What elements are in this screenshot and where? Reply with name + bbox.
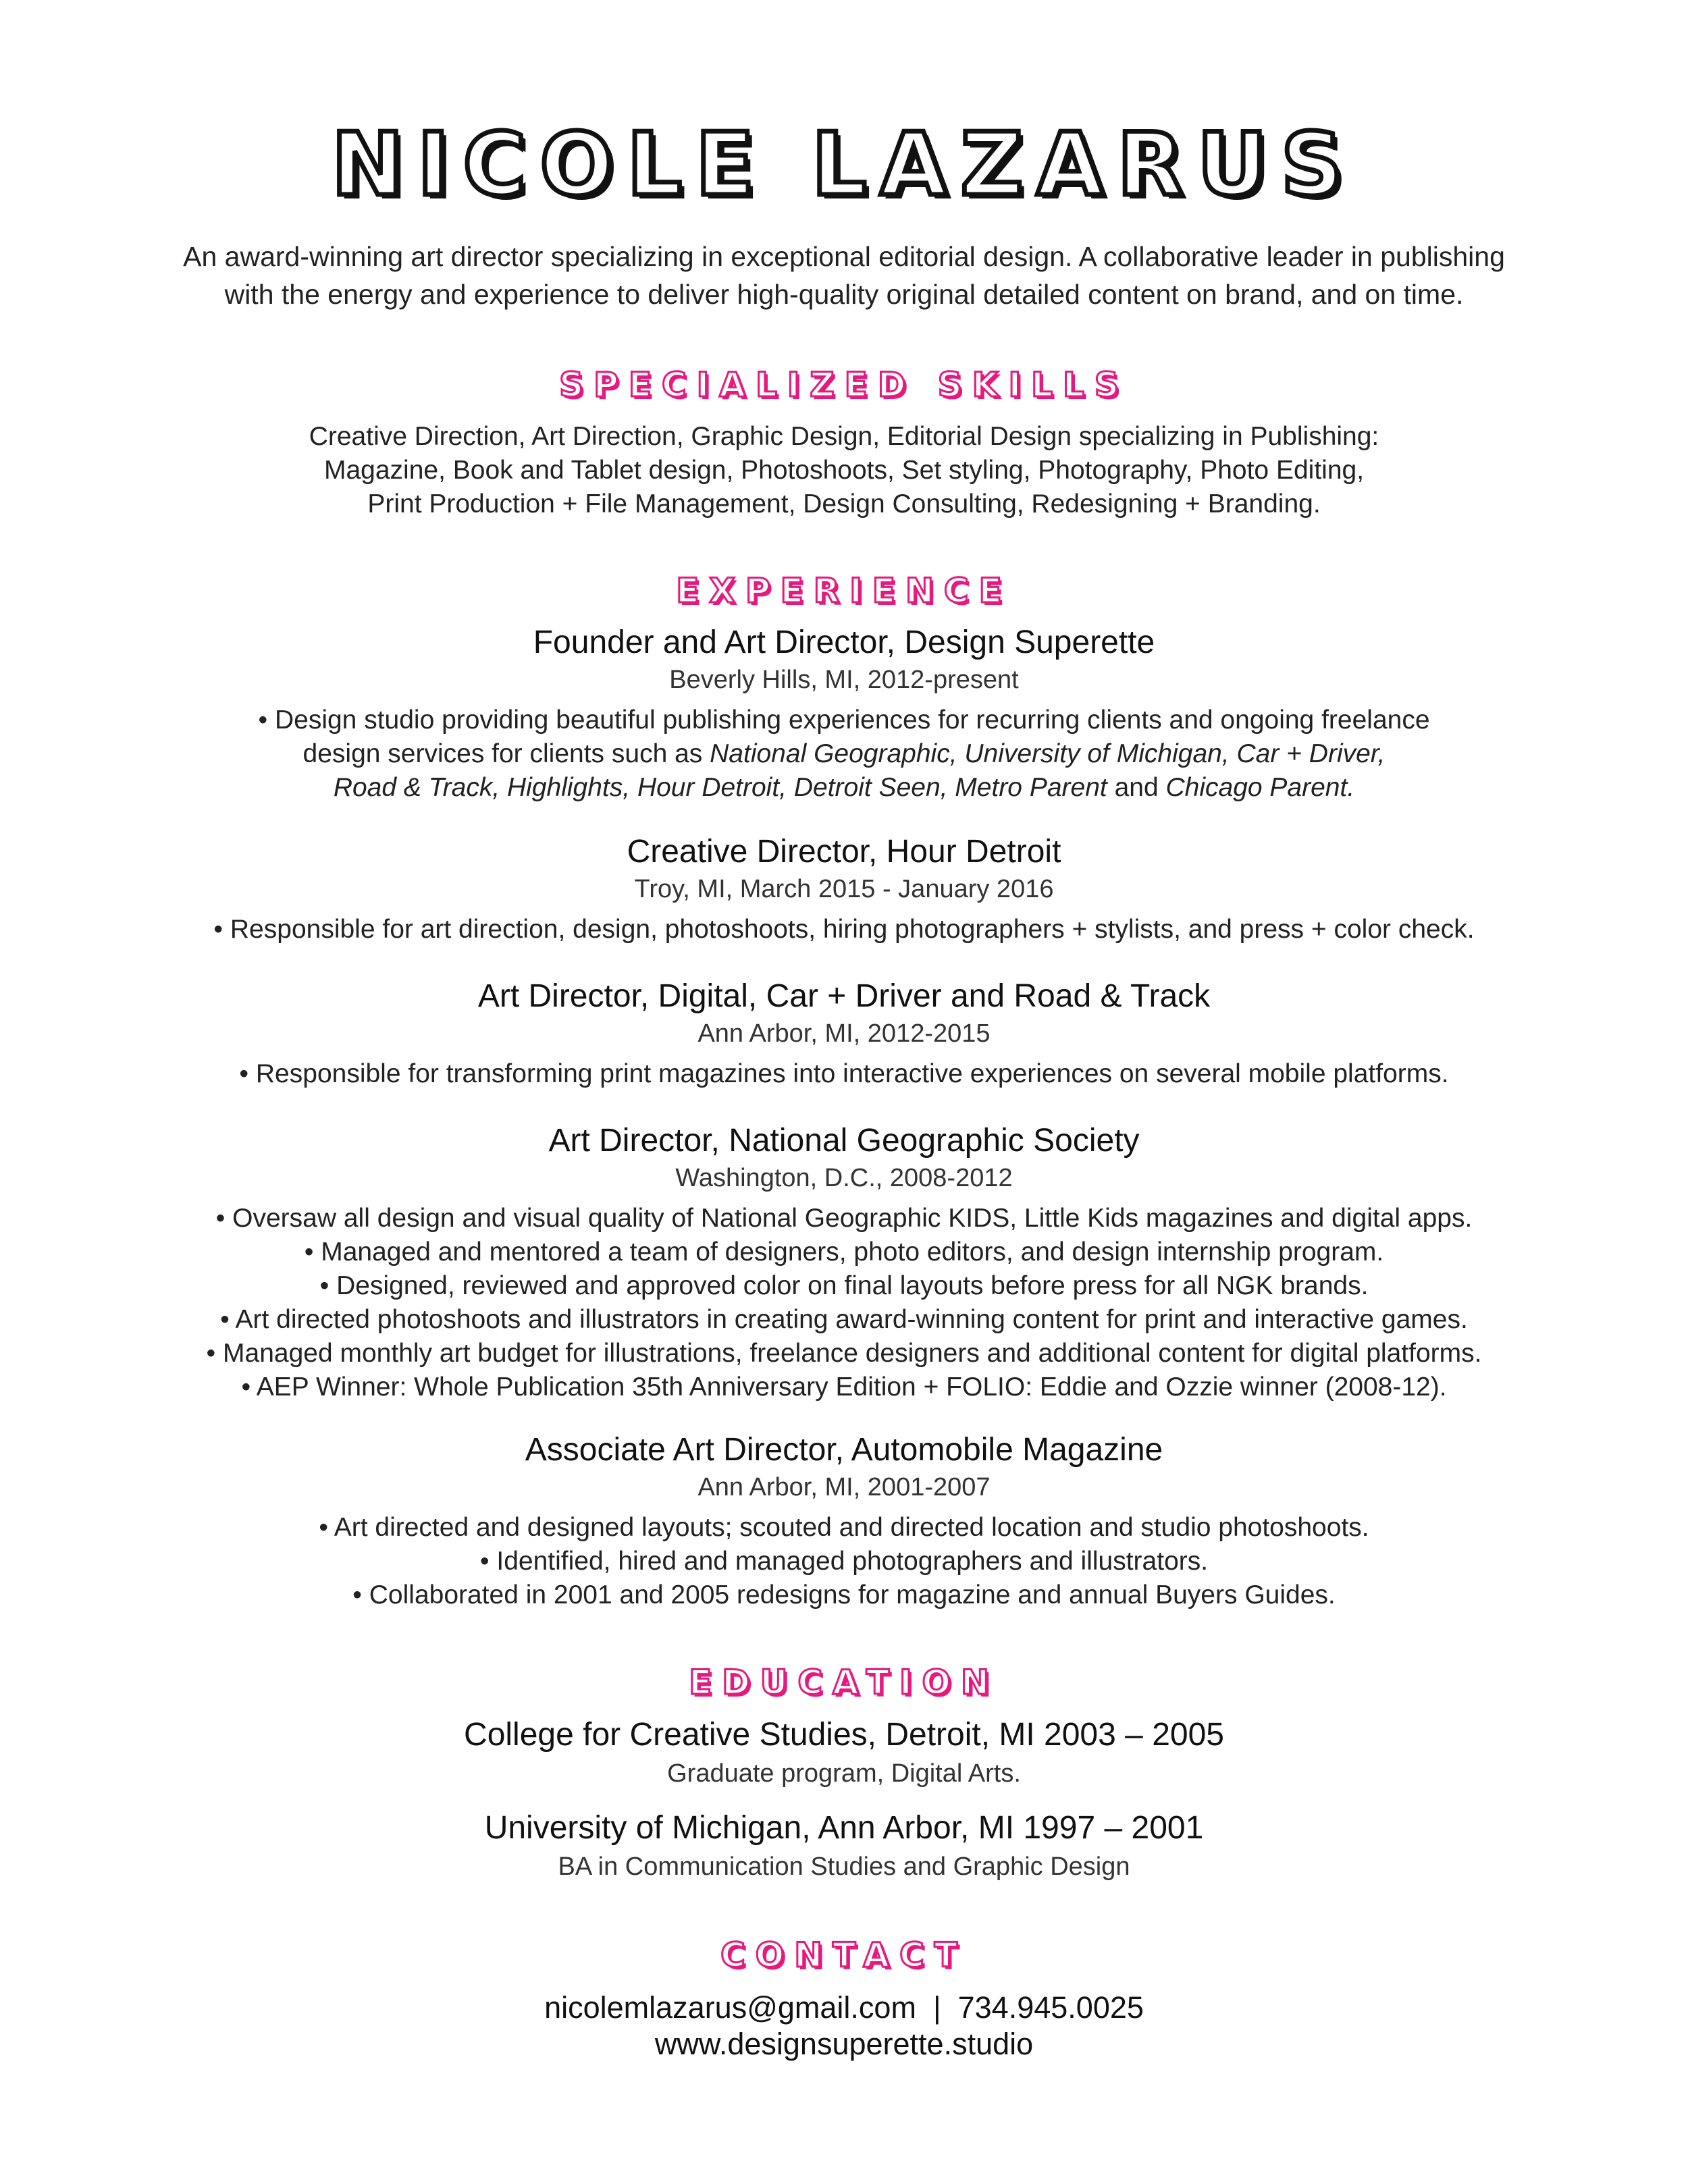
job-bullet: • Art directed and designed layouts; scouted and directed location and studio photoshoots. [319,1513,1369,1542]
job-location: Washington, D.C., 2008-2012 [675,1164,1013,1192]
job-bullet: • Oversaw all design and visual quality of National Geographic KIDS, Little Kids magazines and digital apps. [215,1204,1473,1233]
skills-heading: SPECIALIZED SKILLS [559,365,1129,404]
text-span: and [1107,773,1166,802]
contact-heading: CONTACT [720,1936,968,1975]
client-list-italic: National Geographic, University of Michigan, Car + Driver, [710,739,1386,768]
job-location: Beverly Hills, MI, 2012-present [669,666,1019,694]
job-title: Associate Art Director, Automobile Magazine [525,1432,1163,1468]
job-description [0,1202,1688,1404]
job-description [0,1511,1688,1612]
client-list-italic: Chicago Parent. [1165,773,1355,802]
job-bullet: • Responsible for transforming print magazines into interactive experiences on several mobile platforms. [239,1059,1449,1088]
job-title: Art Director, National Geographic Society [548,1123,1140,1158]
job-location: Ann Arbor, MI, 2012-2015 [697,1019,991,1048]
intro-summary [0,238,1688,313]
job-description [0,913,1688,947]
skills-line: Creative Direction, Art Direction, Graphic Design, Editorial Design specializing in Publishing: [309,422,1379,451]
job-bullet: • AEP Winner: Whole Publication 35th Anniversary Edition + FOLIO: Eddie and Ozzie winner (2008-12). [241,1373,1447,1402]
job-title: Creative Director, Hour Detroit [627,834,1061,870]
job-bullet-continued [0,771,1688,805]
intro-line: with the energy and experience to deliver high-quality original detailed content on brand, and on time. [224,279,1464,310]
school-degree: BA in Communication Studies and Graphic Design [558,1853,1130,1881]
job-bullet: • Designed, reviewed and approved color on final layouts before press for all NGK brands. [319,1271,1369,1300]
job-description [0,703,1688,805]
job-bullet: • Design studio providing beautiful publishing experiences for recurring clients and ongoing freelance [258,705,1430,735]
school-name: University of Michigan, Ann Arbor, MI 1997 – 2001 [484,1810,1204,1846]
contact-email-phone[interactable]: nicolemlazarus@gmail.com | 734.945.0025 [544,1990,1144,2025]
job-bullet-continued [0,737,1688,771]
job-bullet: • Managed monthly art budget for illustrations, freelance designers and additional content for digital platforms. [206,1339,1482,1368]
job-location: Ann Arbor, MI, 2001-2007 [697,1473,991,1501]
client-list-italic: Road & Track, Highlights, Hour Detroit, Detroit Seen, Metro Parent [333,773,1107,802]
resume-name: NICOLE LAZARUS [331,115,1357,215]
skills-line: Print Production + File Management, Design Consulting, Redesigning + Branding. [367,489,1321,518]
contact-website[interactable]: www.designsuperette.studio [654,2027,1034,2061]
job-bullet: • Managed and mentored a team of designers, photo editors, and design internship program. [304,1237,1384,1267]
skills-list [0,420,1688,521]
experience-heading: EXPERIENCE [676,571,1012,610]
skills-line: Magazine, Book and Tablet design, Photoshoots, Set styling, Photography, Photo Editing, [323,456,1365,485]
job-description [0,1057,1688,1091]
school-name: College for Creative Studies, Detroit, MI 2003 – 2005 [464,1717,1224,1753]
job-bullet: • Collaborated in 2001 and 2005 redesigns for magazine and annual Buyers Guides. [352,1580,1336,1609]
job-title: Art Director, Digital, Car + Driver and Road & Track [477,978,1211,1014]
job-bullet: • Identified, hired and managed photographers and illustrators. [479,1547,1209,1576]
job-bullet: • Responsible for art direction, design, photoshoots, hiring photographers + stylists, and press + color check. [213,915,1475,944]
job-location: Troy, MI, March 2015 - January 2016 [634,875,1054,903]
intro-line: An award-winning art director specializing in exceptional editorial design. A collaborative leader in publishing [183,241,1505,272]
job-bullet: • Art directed photoshoots and illustrators in creating award-winning content for print and interactive games. [220,1305,1468,1334]
school-degree: Graduate program, Digital Arts. [667,1759,1021,1788]
job-title: Founder and Art Director, Design Superette [533,624,1155,660]
text-span: design services for clients such as [302,739,710,768]
education-heading: EDUCATION [689,1663,999,1702]
